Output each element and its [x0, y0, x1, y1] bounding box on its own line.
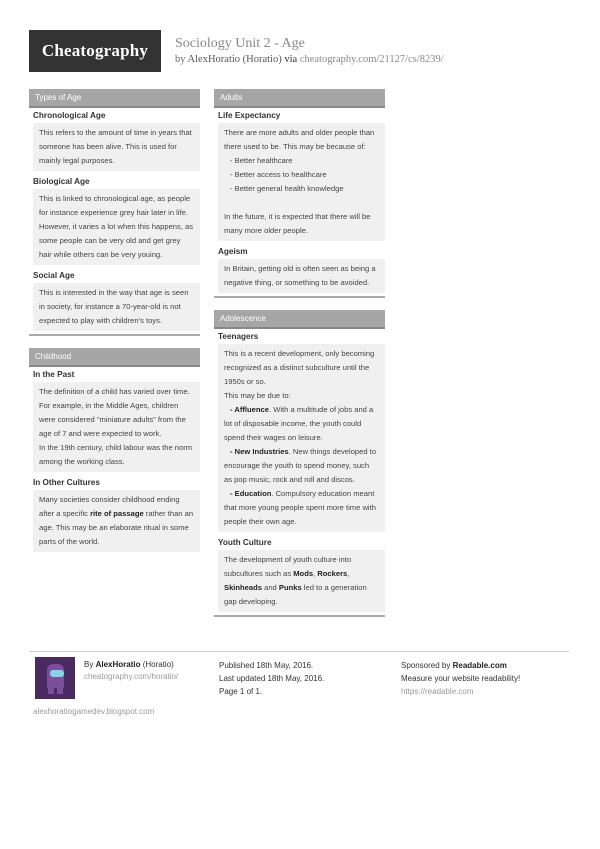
subheading-in-other-cultures: In Other Cultures: [33, 478, 100, 487]
footer-sponsor-pre: Sponsored by: [401, 661, 453, 670]
footer-sponsor-link[interactable]: Readable.com: [452, 661, 507, 670]
bullet-better-knowledge: - Better general health knowledge: [230, 184, 344, 193]
section-header-types-of-age: Types of Age: [29, 89, 200, 108]
avatar-figure-leg: [48, 687, 54, 694]
subheading-youth-culture: Youth Culture: [218, 538, 272, 547]
subheading-ageism: Ageism: [218, 247, 248, 256]
footer-published: Published 18th May, 2016.: [219, 661, 314, 670]
text-punks: Punks: [278, 583, 302, 592]
author-link[interactable]: AlexHoratio (Horatio): [187, 54, 282, 65]
footer-updated: Last updated 18th May, 2016.: [219, 674, 325, 683]
byline-by: by: [175, 54, 186, 65]
label-education: - Education: [230, 489, 272, 498]
text-in-other-cultures: [33, 490, 200, 552]
page-title: Sociology Unit 2 - Age: [175, 36, 305, 51]
text-youth-culture: [218, 550, 385, 612]
text-mods: Mods: [293, 569, 314, 578]
column-middle: [214, 89, 385, 629]
text-ageism: In Britain, getting old is often seen as being a negative thing, or something to be avoided.: [218, 259, 385, 293]
subheading-social-age: Social Age: [33, 271, 75, 280]
text-teenagers: [218, 344, 385, 532]
footer-sponsor-tagline: Measure your website readability!: [401, 674, 521, 683]
text-other-post: rather than an age. This may be an elaborate ritual in some parts of the world.: [39, 509, 194, 546]
subheading-in-the-past: In the Past: [33, 370, 75, 379]
avatar-figure-leg: [57, 687, 63, 694]
footer-author-link[interactable]: AlexHoratio: [95, 660, 141, 669]
section-divider: [29, 334, 200, 336]
footer-author-block: [84, 659, 178, 683]
text-comma-2: ,: [347, 569, 350, 578]
column-left: [29, 89, 200, 555]
text-skinheads: Skinheads: [224, 583, 262, 592]
text-teen-1: This is a recent development, only becoming recognized as a distinct subculture until the 1950s or so.: [224, 349, 375, 386]
text-new-industries: . New things developed to encourage the youth to spend money, such as pop music, rock and roll and discos.: [224, 447, 377, 484]
bullet-better-healthcare: - Better healthcare: [230, 156, 293, 165]
subheading-chronological-age: Chronological Age: [33, 111, 106, 120]
avatar-figure-visor: [50, 670, 64, 677]
section-header-childhood: Childhood: [29, 348, 200, 367]
footer-divider: [29, 651, 569, 652]
text-chronological-age: This refers to the amount of time in years that someone has been alive. This is used for mainly legal purposes.: [33, 123, 200, 171]
text-past-1: The definition of a child has varied over time. For example, in the Middle Ages, children were considered "miniature adults" from the age of 7 and were expected to work.: [39, 387, 190, 438]
text-rockers: Rockers: [317, 569, 348, 578]
label-new-industries: - New Industries: [230, 447, 289, 456]
subheading-teenagers: Teenagers: [218, 332, 259, 341]
text-affluence: . With a multitude of jobs and a lot of disposable income, the youth could spend their wages on leisure.: [224, 405, 374, 442]
footer-handle: (Horatio): [140, 660, 174, 669]
footer-dates-block: [219, 659, 324, 698]
text-and: and: [261, 583, 279, 592]
subheading-biological-age: Biological Age: [33, 177, 90, 186]
byline-via: via: [284, 54, 298, 65]
text-past-2: In the 19th century, child labour was the norm among the working class.: [39, 443, 193, 466]
text-in-the-past: [33, 382, 200, 472]
text-education: . Compulsory education meant that more young people spent more time with people their own age.: [224, 489, 376, 526]
section-header-adults: Adults: [214, 89, 385, 108]
footer-by: By: [84, 660, 96, 669]
footer-sponsor-url[interactable]: https://readable.com: [401, 687, 474, 696]
byline: [175, 54, 444, 65]
cheatsheet-url-link[interactable]: cheatography.com/21127/cs/8239/: [299, 54, 444, 65]
footer-profile-link[interactable]: cheatography.com/horatio/: [84, 672, 179, 681]
text-life-intro: There are more adults and older people than there used to be. This may be because of:: [224, 128, 375, 151]
subheading-life-expectancy: Life Expectancy: [218, 111, 281, 120]
footer-page: Page 1 of 1.: [219, 687, 263, 696]
section-header-adolescence: Adolescence: [214, 310, 385, 329]
label-affluence: - Affluence: [230, 405, 269, 414]
text-social-age: This is interested in the way that age is seen in society, for instance a 70-year-old is not expected to play with children's toys.: [33, 283, 200, 331]
text-comma: ,: [313, 569, 318, 578]
text-life-expectancy: [218, 123, 385, 241]
text-life-future: In the future, it is expected that there will be many more older people.: [224, 212, 371, 235]
text-youth-post: led to a generation gap developing.: [224, 583, 367, 606]
footer-blog-block: [33, 706, 154, 718]
text-other-pre: Many societies consider childhood ending after a specific: [39, 495, 180, 518]
section-divider: [214, 296, 385, 298]
text-biological-age: This is linked to chronological age, as people for instance experience grey hair later in life. However, it varies a lot when this happens, as some people can be very old and get grey hair while others can be very youing.: [33, 189, 200, 265]
bullet-better-access: - Better access to healthcare: [230, 170, 327, 179]
cheatography-logo[interactable]: Cheatography: [29, 30, 161, 72]
author-avatar[interactable]: [35, 657, 75, 699]
footer-blog-link[interactable]: alexhoratiogamedev.blogspot.com: [33, 707, 155, 716]
text-youth-pre: The development of youth culture into subcultures such as: [224, 555, 352, 578]
text-rite-of-passage: rite of passage: [90, 509, 144, 518]
text-teen-2: This may be due to:: [224, 391, 291, 400]
footer-sponsor-block: [401, 659, 520, 698]
section-divider: [214, 615, 385, 617]
